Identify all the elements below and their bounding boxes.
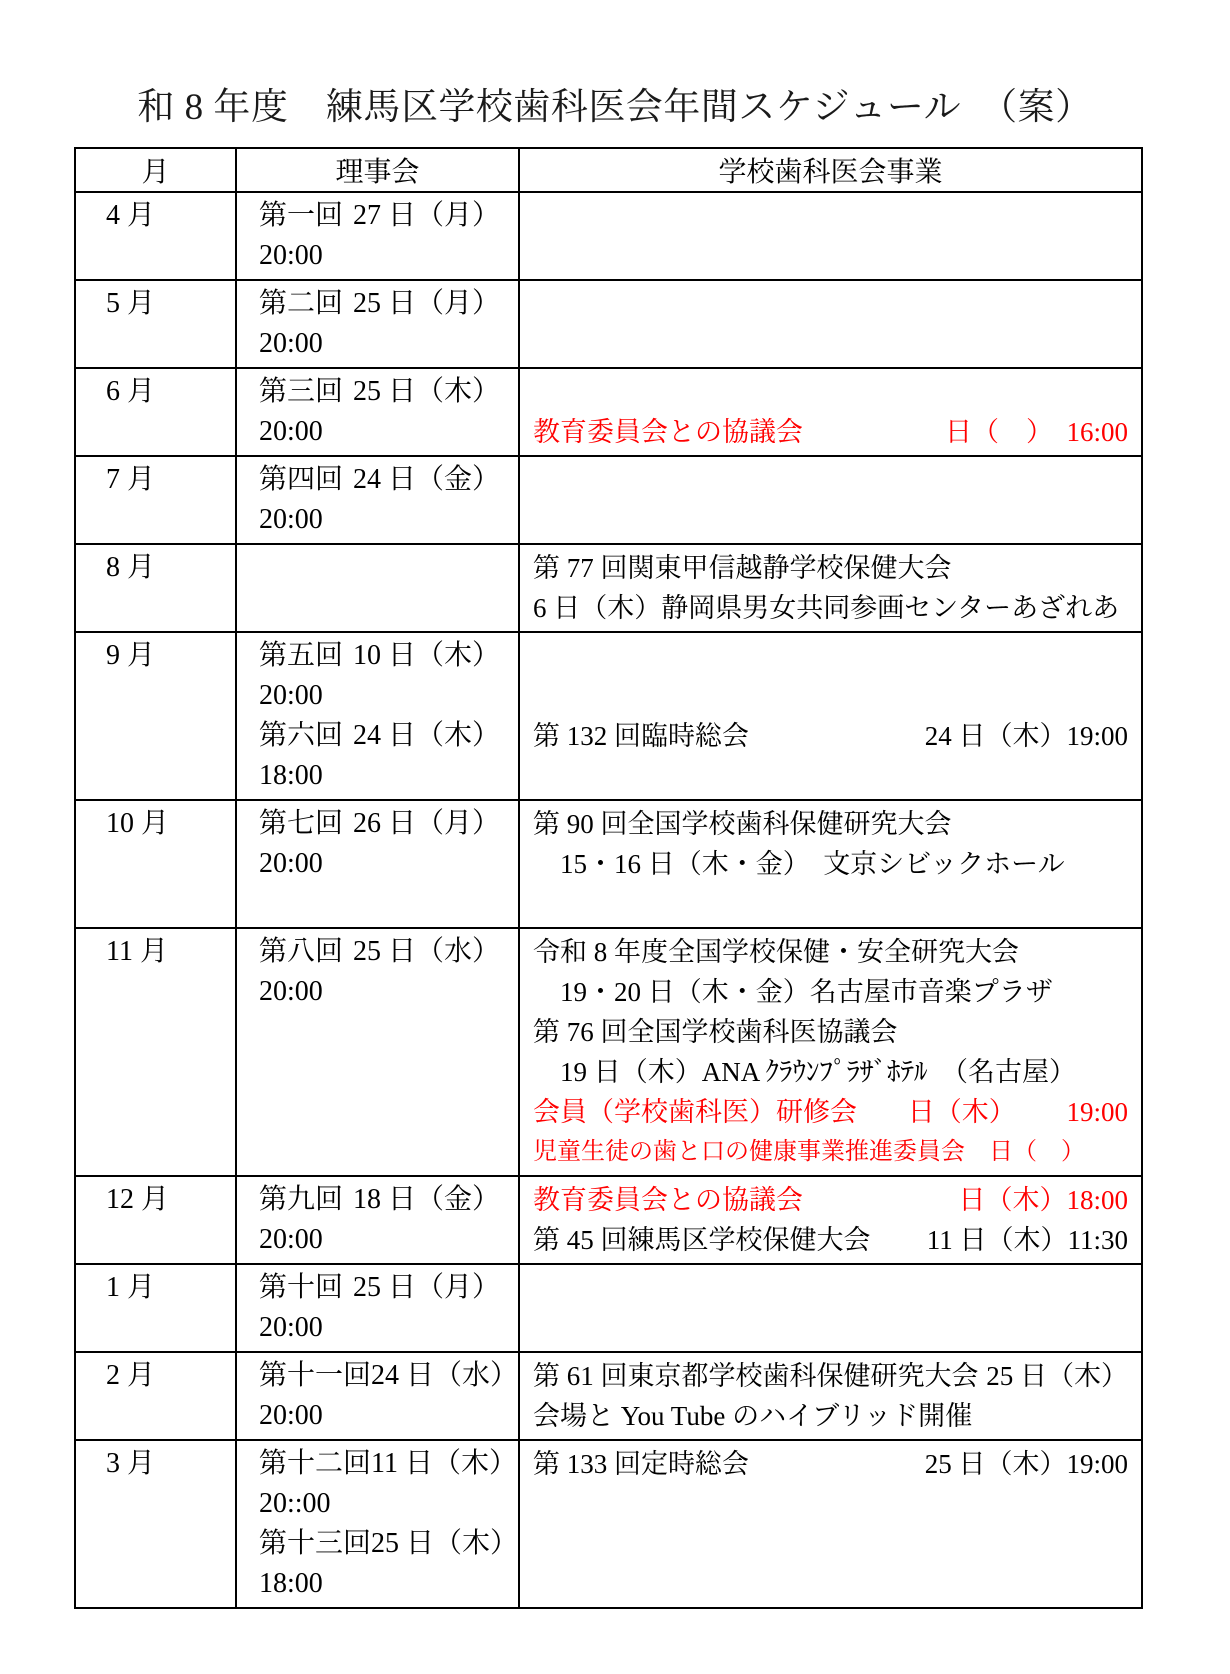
- board-cell: [236, 800, 519, 928]
- board-cell: [236, 456, 519, 544]
- month-cell: [75, 1352, 236, 1440]
- text-line: [259, 1268, 500, 1308]
- text-segment: 第 133 回定時総会: [533, 1449, 749, 1479]
- text-segment: 日（木）18:00: [958, 1185, 1128, 1215]
- text-line: [259, 412, 500, 452]
- text-line: [259, 324, 500, 364]
- text-line: [259, 932, 500, 972]
- text-line: [106, 804, 229, 844]
- text-segment: 24 日（木）: [352, 720, 500, 751]
- text-line: [533, 1396, 1128, 1436]
- header-row: [75, 148, 1142, 192]
- text-line: [533, 1132, 1128, 1172]
- text-segment: 第六回: [259, 720, 344, 751]
- text-line: [259, 196, 500, 236]
- month-label: 6 月: [106, 376, 156, 407]
- text-segment: 20:00: [259, 416, 323, 447]
- table-row: [75, 368, 1142, 456]
- text-line: [533, 972, 1128, 1012]
- text-segment: 10 日（木）: [352, 640, 500, 671]
- text-segment: 20::00: [259, 1488, 331, 1519]
- month-label: 8 月: [106, 552, 156, 583]
- board-cell: [236, 368, 519, 456]
- month-label: 1 月: [106, 1272, 156, 1303]
- table-row: [75, 192, 1142, 280]
- text-segment: 第五回: [259, 640, 344, 671]
- text-line: [259, 1524, 519, 1564]
- text-segment: 19:00: [1066, 1097, 1128, 1127]
- text-line: [533, 1180, 1128, 1220]
- month-label: 5 月: [106, 288, 156, 319]
- table-row: [75, 1352, 1142, 1440]
- month-cell: [75, 280, 236, 368]
- table-row: [75, 544, 1142, 632]
- text-line: [259, 676, 500, 716]
- month-label: 2 月: [106, 1360, 156, 1391]
- text-segment: 日（ ） 16:00: [944, 417, 1128, 447]
- text-line: [533, 636, 1128, 676]
- text-segment: 24 日（水）: [371, 1360, 519, 1391]
- text-line: [533, 1356, 1128, 1396]
- text-segment: 20:00: [259, 328, 323, 359]
- text-segment: 教育委員会との協議会: [533, 1185, 803, 1215]
- business-cell: [519, 928, 1142, 1176]
- text-segment: 18:00: [259, 1568, 323, 1599]
- text-segment: 20:00: [259, 1400, 323, 1431]
- text-segment: 第十回: [259, 1272, 344, 1303]
- text-line: [259, 1564, 500, 1604]
- month-label: 10 月: [106, 808, 170, 839]
- text-segment: 20:00: [259, 1224, 323, 1255]
- text-line: [259, 1396, 500, 1436]
- text-segment: 25 日（水）: [352, 936, 500, 967]
- text-segment: 20:00: [259, 1312, 323, 1343]
- text-line: [533, 372, 1128, 412]
- text-line: [259, 1356, 519, 1396]
- business-cell: [519, 1176, 1142, 1264]
- text-segment: 第一回: [259, 200, 344, 231]
- month-cell: [75, 456, 236, 544]
- text-segment: 15・16 日（木・金） 文京シビックホール: [533, 849, 1065, 879]
- month-cell: [75, 1440, 236, 1608]
- table-row: [75, 928, 1142, 1176]
- text-line: [106, 284, 229, 324]
- month-cell: [75, 192, 236, 280]
- text-segment: 25 日（木）19:00: [924, 1449, 1128, 1479]
- table-row: [75, 1176, 1142, 1264]
- text-segment: 24 日（木）19:00: [924, 721, 1128, 751]
- text-line: [106, 636, 229, 676]
- board-cell: [236, 1352, 519, 1440]
- text-line: [533, 804, 1128, 844]
- text-segment: 18:00: [259, 760, 323, 791]
- text-line: [259, 1444, 517, 1484]
- text-segment: 児童生徒の歯と口の健康事業推進委員会 日（ ）: [533, 1139, 1085, 1165]
- text-line: [533, 884, 1128, 924]
- month-cell: [75, 800, 236, 928]
- text-line: [106, 460, 229, 500]
- text-segment: 第八回: [259, 936, 344, 967]
- month-label: 3 月: [106, 1448, 156, 1479]
- text-line: [259, 1308, 500, 1348]
- text-line: [106, 1356, 229, 1396]
- text-segment: 19・20 日（木・金）名古屋市音楽プラザ: [533, 977, 1053, 1007]
- text-segment: 11 日（木）11:30: [926, 1225, 1128, 1255]
- text-segment: 6 日（木）静岡県男女共同参画センターあざれあ: [533, 593, 1120, 623]
- month-cell: [75, 544, 236, 632]
- table-row: [75, 1440, 1142, 1608]
- header-board: 理事会: [236, 148, 519, 192]
- text-segment: 27 日（月）: [352, 200, 500, 231]
- board-cell: [236, 1440, 519, 1608]
- text-line: [533, 548, 1128, 588]
- text-line: [533, 716, 1128, 756]
- text-segment: 第四回: [259, 464, 344, 495]
- text-segment: 20:00: [259, 504, 323, 535]
- month-cell: [75, 1176, 236, 1264]
- table-row: [75, 632, 1142, 800]
- month-label: 11 月: [106, 936, 168, 967]
- header-month: 月: [75, 148, 236, 192]
- table-row: [75, 800, 1142, 928]
- text-segment: 第二回: [259, 288, 344, 319]
- business-cell: [519, 280, 1142, 368]
- text-segment: 20:00: [259, 976, 323, 1007]
- text-segment: 第 132 回臨時総会: [533, 721, 749, 751]
- board-cell: [236, 928, 519, 1176]
- text-segment: 会場と You Tube のハイブリッド開催: [533, 1401, 973, 1431]
- text-line: [533, 1012, 1128, 1052]
- text-line: [259, 844, 500, 884]
- text-line: [533, 1444, 1128, 1484]
- page-title: 和 8 年度 練馬区学校歯科医会年間スケジュール （案）: [137, 87, 1093, 128]
- table-row: [75, 456, 1142, 544]
- text-line: [106, 372, 229, 412]
- text-segment: 会員（学校歯科医）研修会: [533, 1097, 857, 1127]
- text-segment: 第十二回: [259, 1448, 372, 1479]
- text-segment: 24 日（金）: [352, 464, 500, 495]
- header-business: 学校歯科医会事業: [519, 148, 1142, 192]
- text-line: [533, 932, 1128, 972]
- month-cell: [75, 368, 236, 456]
- business-cell: [519, 1264, 1142, 1352]
- business-cell: [519, 456, 1142, 544]
- text-line: [259, 756, 500, 796]
- text-line: [259, 460, 500, 500]
- month-label: 4 月: [106, 200, 156, 231]
- schedule-body: [75, 192, 1142, 1608]
- month-label: 9 月: [106, 640, 156, 671]
- text-line: [259, 972, 500, 1012]
- text-segment: 教育委員会との協議会: [533, 417, 803, 447]
- text-line: [259, 804, 500, 844]
- text-line: [533, 1092, 1128, 1132]
- text-line: [259, 284, 500, 324]
- text-line: [106, 196, 229, 236]
- text-segment: 20:00: [259, 848, 323, 879]
- text-segment: 第九回: [259, 1184, 344, 1215]
- text-segment: 令和 8 年度全国学校保健・安全研究大会: [533, 937, 1019, 967]
- text-segment: 日（木）: [907, 1097, 1016, 1127]
- business-cell: [519, 544, 1142, 632]
- text-segment: 第 77 回関東甲信越静学校保健大会: [533, 553, 952, 583]
- business-cell: [519, 368, 1142, 456]
- text-segment: 第三回: [259, 376, 344, 407]
- business-cell: [519, 192, 1142, 280]
- board-cell: [236, 1176, 519, 1264]
- text-segment: 第七回: [259, 808, 344, 839]
- text-segment: 第十一回: [259, 1360, 372, 1391]
- text-segment: 11 日（木）: [371, 1448, 517, 1479]
- text-segment: 第十三回: [259, 1528, 372, 1559]
- text-segment: 第 76 回全国学校歯科医協議会: [533, 1017, 898, 1047]
- board-cell: [236, 632, 519, 800]
- text-segment: 20:00: [259, 680, 323, 711]
- text-line: [533, 676, 1128, 716]
- text-segment: 25 日（木）: [371, 1528, 519, 1559]
- text-segment: 20:00: [259, 240, 323, 271]
- text-line: [259, 1220, 500, 1260]
- text-line: [259, 1180, 500, 1220]
- text-segment: 25 日（木）: [986, 1361, 1128, 1391]
- month-cell: [75, 632, 236, 800]
- text-segment: 第 61 回東京都学校歯科保健研究大会: [533, 1361, 979, 1391]
- text-line: [533, 412, 1128, 452]
- text-segment: 25 日（木）: [352, 376, 500, 407]
- text-line: [106, 1268, 229, 1308]
- text-line: [259, 1484, 500, 1524]
- text-segment: 25 日（月）: [352, 1272, 500, 1303]
- board-cell: [236, 192, 519, 280]
- board-cell: [236, 1264, 519, 1352]
- text-line: [533, 588, 1128, 628]
- text-line: [259, 716, 500, 756]
- text-line: [106, 548, 229, 588]
- month-cell: [75, 1264, 236, 1352]
- business-cell: [519, 632, 1142, 800]
- business-cell: [519, 800, 1142, 928]
- text-line: [259, 372, 500, 412]
- text-segment: 第 45 回練馬区学校保健大会: [533, 1225, 871, 1255]
- text-line: [259, 500, 500, 540]
- board-cell: [236, 544, 519, 632]
- text-line: [533, 1220, 1128, 1260]
- month-cell: [75, 928, 236, 1176]
- text-line: [106, 932, 229, 972]
- text-segment: 25 日（月）: [352, 288, 500, 319]
- table-row: [75, 1264, 1142, 1352]
- text-segment: 26 日（月）: [352, 808, 500, 839]
- text-segment: 18 日（金）: [352, 1184, 500, 1215]
- month-label: 7 月: [106, 464, 156, 495]
- text-line: [106, 1444, 229, 1484]
- board-cell: [236, 280, 519, 368]
- month-label: 12 月: [106, 1184, 170, 1215]
- text-line: [533, 1052, 1128, 1092]
- text-segment: 第 90 回全国学校歯科保健研究大会: [533, 809, 952, 839]
- schedule-table: [74, 147, 1143, 1609]
- text-line: [106, 1180, 229, 1220]
- business-cell: [519, 1352, 1142, 1440]
- text-segment: 19 日（木）ANA ｸﾗｳﾝﾌﾟﾗｻﾞﾎﾃﾙ （名古屋）: [533, 1057, 1077, 1087]
- text-line: [533, 844, 1128, 884]
- table-row: [75, 280, 1142, 368]
- business-cell: [519, 1440, 1142, 1608]
- text-line: [259, 636, 500, 676]
- text-line: [259, 236, 500, 276]
